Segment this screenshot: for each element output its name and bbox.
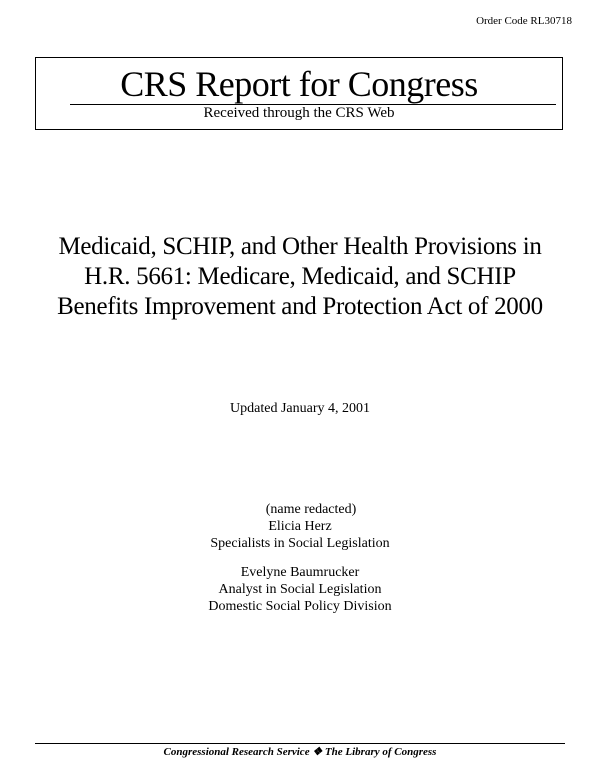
author-group — [0, 564, 600, 615]
author-name: (name redacted) — [265, 502, 357, 517]
report-title-line: Medicaid, SCHIP, and Other Health Provisions in — [58, 233, 542, 260]
report-header-box — [35, 57, 563, 130]
report-title — [20, 232, 580, 322]
author-title: Analyst in Social Legislation — [218, 582, 382, 597]
order-code: Order Code RL30718 — [476, 15, 572, 27]
report-title-line: Benefits Improvement and Protection Act of 2000 — [57, 293, 543, 320]
author-group — [0, 501, 600, 552]
footer-text: Congressional Research Service ❖ The Library of Congress — [163, 746, 437, 758]
author-division: Domestic Social Policy Division — [208, 599, 392, 614]
report-title-line: H.R. 5661: Medicare, Medicaid, and SCHIP — [84, 263, 516, 290]
authors-block — [0, 501, 600, 627]
header-subtitle: Received through the CRS Web — [203, 105, 395, 121]
author-name: Elicia Herz — [268, 519, 332, 534]
footer-divider — [35, 743, 565, 744]
header-title: CRS Report for Congress — [120, 64, 478, 104]
author-name: Evelyne Baumrucker — [240, 565, 360, 580]
author-title: Specialists in Social Legislation — [210, 536, 390, 551]
updated-date: Updated January 4, 2001 — [230, 401, 370, 416]
